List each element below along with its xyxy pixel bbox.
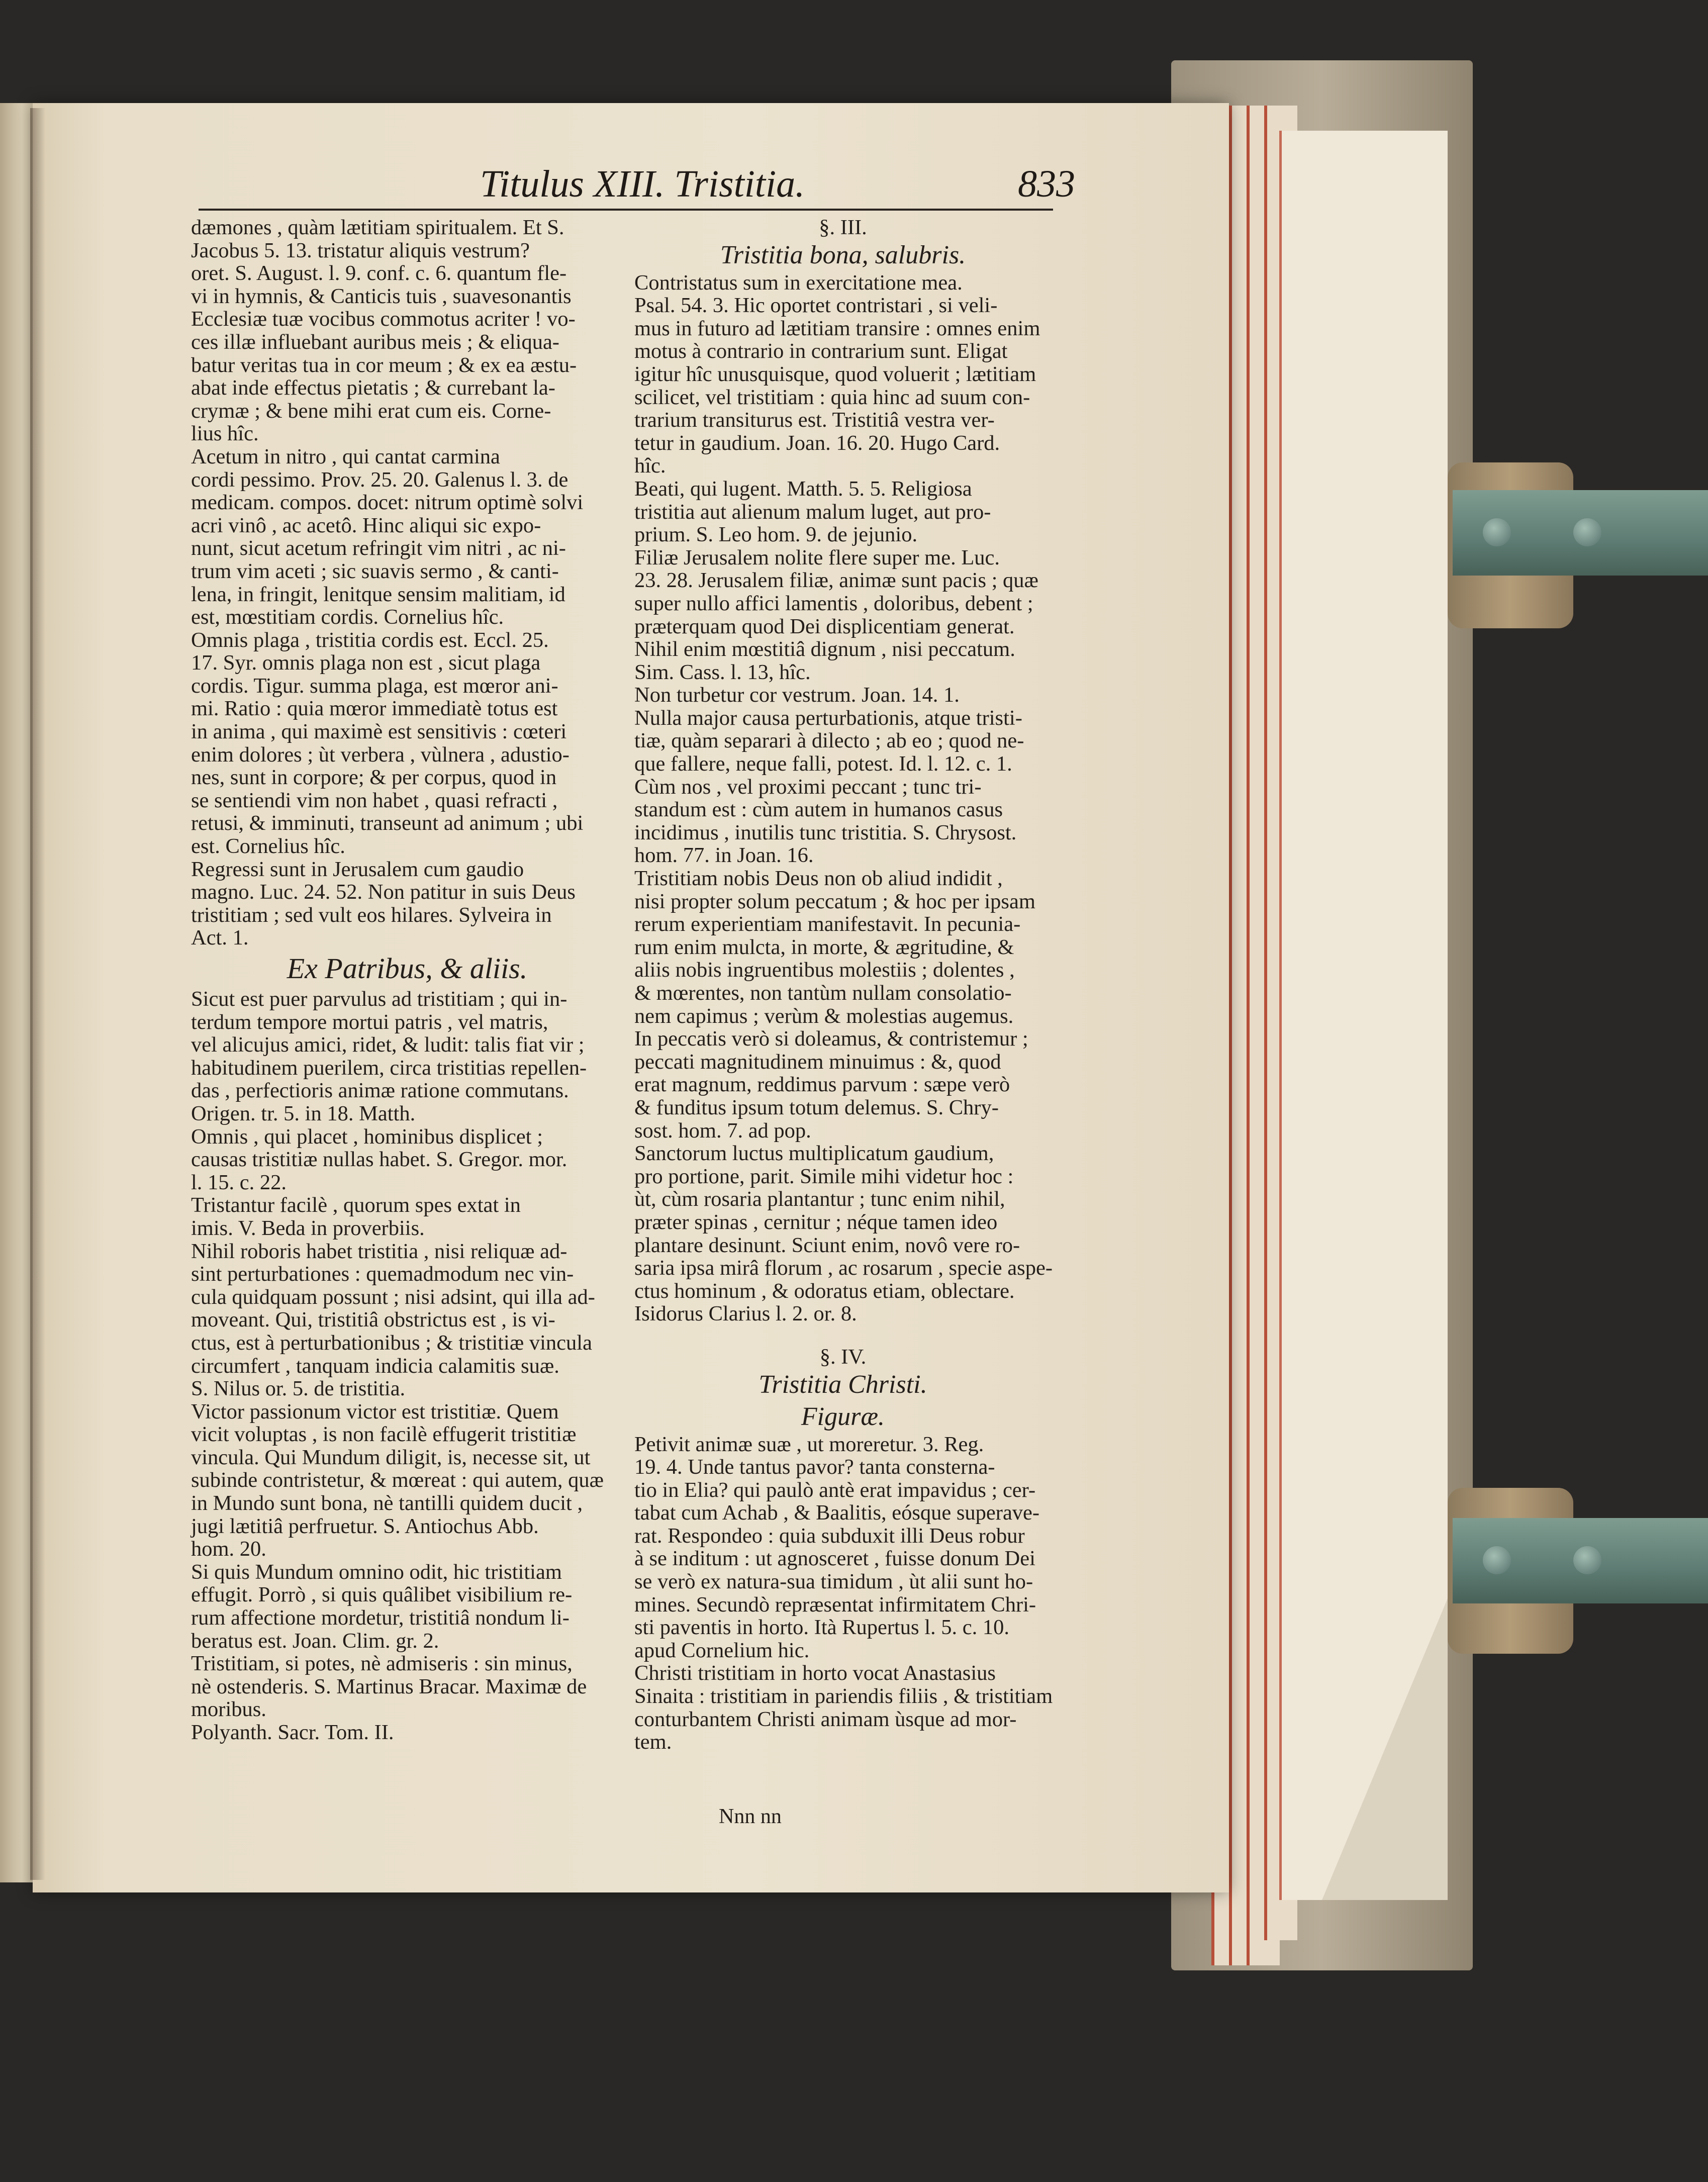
text-line: causas tristitiæ nullas habet. S. Gregor. mor.: [191, 1148, 567, 1172]
text-line: Sim. Cass. l. 13, hîc.: [634, 660, 811, 684]
text-line: effugit. Porrò , si quis quâlibet visibilium re-: [191, 1583, 573, 1607]
text-line: magno. Luc. 24. 52. Non patitur in suis Deus: [191, 880, 576, 904]
text-line: Petivit animæ suæ , ut moreretur. 3. Reg.: [634, 1432, 984, 1456]
text-line: nes, sunt in corpore; & per corpus, quod in: [191, 766, 557, 790]
section-heading: Tristitia Christi.: [758, 1370, 927, 1399]
text-line: Si quis Mundum omnino odit, hic tristitiam: [191, 1560, 562, 1584]
text-line: acri vinô , ac acetô. Hinc aliqui sic expo-: [191, 513, 541, 537]
text-line: S. Nilus or. 5. de tristitia.: [191, 1377, 406, 1401]
text-line: prium. S. Leo hom. 9. de jejunio.: [634, 523, 918, 547]
text-line: & mœrentes, non tantùm nullam consolatio-: [634, 981, 1012, 1005]
rivet-icon: [1573, 1546, 1601, 1574]
text-line: beratus est. Joan. Clim. gr. 2.: [191, 1629, 439, 1653]
text-line: nunt, sicut acetum refringit vim nitri , ac ni-: [191, 536, 566, 560]
text-line: Sinaita : tristitiam in pariendis filiis , & tristitiam: [634, 1684, 1053, 1709]
text-line: Acetum in nitro , qui cantat carmina: [191, 444, 500, 468]
clasp-strap: [1453, 1518, 1708, 1603]
text-line: hom. 20.: [191, 1537, 266, 1561]
text-line: 17. Syr. omnis plaga non est , sicut plaga: [191, 651, 541, 675]
text-line: nem capimus ; verùm & molestias augemus.: [634, 1004, 1014, 1028]
text-line: conturbantem Christi animam ùsque ad mor-: [634, 1707, 1017, 1731]
text-line: sint perturbationes : quemadmodum nec vin-: [191, 1262, 574, 1286]
text-line: præterquam quod Dei displicentiam generat.: [634, 614, 1015, 638]
text-line: præter spinas , cernitur ; néque tamen ideo: [634, 1210, 998, 1234]
text-line: crymæ ; & bene mihi erat cum eis. Corne-: [191, 399, 551, 423]
signature-mark: Nnn nn: [719, 1805, 782, 1828]
clasp-strap: [1453, 490, 1708, 576]
text-line: 23. 28. Jerusalem filiæ, animæ sunt pacis ; quæ: [634, 568, 1038, 593]
text-line: moribus.: [191, 1697, 266, 1722]
text-line: Christi tristitiam in horto vocat Anastasius: [634, 1661, 996, 1685]
text-line: imis. V. Beda in proverbiis.: [191, 1216, 425, 1240]
text-line: Ecclesiæ tuæ vocibus commotus acriter ! vo-: [191, 307, 576, 331]
text-line: sti paventis in horto. Ità Rupertus l. 5. c. 10.: [634, 1616, 1010, 1640]
text-line: incidimus , inutilis tunc tristitia. S. Chrysost.: [634, 820, 1017, 844]
text-line: trarium transiturus est. Tristitiâ vestra ver-: [634, 408, 995, 432]
text-line: rum enim mulcta, in morte, & ægritudine, &: [634, 935, 1014, 959]
text-line: motus à contrario in contrarium sunt. Eligat: [634, 339, 1008, 363]
text-line: Isidorus Clarius l. 2. or. 8.: [634, 1302, 857, 1326]
text-line: Regressi sunt in Jerusalem cum gaudio: [191, 857, 524, 881]
text-line: Origen. tr. 5. in 18. Matth.: [191, 1101, 416, 1125]
text-line: Sicut est puer parvulus ad tristitiam ; qui in-: [191, 987, 567, 1011]
text-line: nè ostenderis. S. Martinus Bracar. Maximæ de: [191, 1674, 587, 1698]
text-line: Non turbetur cor vestrum. Joan. 14. 1.: [634, 683, 960, 707]
text-line: à se inditum : ut agnosceret , fuisse donum Dei: [634, 1547, 1035, 1571]
text-line: l. 15. c. 22.: [191, 1170, 287, 1194]
text-line: mus in futuro ad lætitiam transire : omnes enim: [634, 316, 1040, 340]
text-line: plantare desinunt. Sciunt enim, novô vere ro-: [634, 1233, 1020, 1257]
text-line: nisi propter solum peccatum ; & hoc per ipsam: [634, 889, 1035, 913]
left-column: [191, 216, 623, 1744]
header-title: Titulus XIII. Tristitia.: [480, 163, 805, 205]
text-line: cordi pessimo. Prov. 25. 20. Galenus l. 3. de: [191, 467, 568, 492]
text-line: Polyanth. Sacr. Tom. II.: [191, 1721, 394, 1744]
text-line: vi in hymnis, & Canticis tuis , suavesonantis: [191, 284, 572, 308]
text-line: in Mundo sunt bona, nè tantilli quidem ducit ,: [191, 1491, 583, 1515]
text-line: Filiæ Jerusalem nolite flere super me. Luc.: [634, 545, 1000, 570]
folded-leaf: [1279, 131, 1448, 1900]
text-line: tristitiam ; sed vult eos hilares. Sylveira in: [191, 903, 552, 927]
text-line: est, mœstitiam cordis. Cornelius hîc.: [191, 605, 504, 629]
text-line: Contristatus sum in exercitatione mea.: [634, 270, 963, 295]
text-line: abat inde effectus pietatis ; & currebant la-: [191, 376, 555, 400]
text-line: se sentiendi vim non habet , quasi refracti ,: [191, 788, 558, 812]
text-line: jugi lætitiâ perfruetur. S. Antiochus Abb.: [191, 1514, 539, 1538]
text-line: cula quidquam possunt ; nisi adsint, qui illa ad-: [191, 1285, 595, 1309]
text-line: 19. 4. Unde tantus pavor? tanta consterna-: [634, 1455, 995, 1479]
text-line: apud Cornelium hic.: [634, 1638, 810, 1662]
text-line: batur veritas tua in cor meum ; & ex ea æstu-: [191, 353, 577, 377]
text-line: moveant. Qui, tristitiâ obstrictus est , is vi-: [191, 1308, 555, 1332]
text-line: Cùm nos , vel proximi peccant ; tunc tri-: [634, 775, 982, 799]
text-line: ctus hominum , & odoratus etiam, oblectare.: [634, 1279, 1015, 1303]
text-line: Victor passionum victor est tristitiæ. Quem: [191, 1399, 559, 1424]
text-line: tetur in gaudium. Joan. 16. 20. Hugo Card.: [634, 431, 1000, 455]
text-line: Tristantur facilè , quorum spes extat in: [191, 1193, 521, 1217]
text-line: est. Cornelius hîc.: [191, 834, 345, 859]
text-line: scilicet, vel tristitiam : quia hinc ad suum con-: [634, 385, 1030, 409]
text-line: Omnis plaga , tristitia cordis est. Eccl. 25.: [191, 628, 549, 652]
text-line: Nulla major causa perturbationis, atque tristi-: [634, 706, 1022, 730]
text-line: aliis nobis ingruentibus molestiis ; dolentes ,: [634, 958, 1015, 982]
text-line: super nullo affici lamentis , doloribus, debent ;: [634, 591, 1033, 615]
text-line: retusi, & imminuti, transeunt ad animum ; ubi: [191, 811, 584, 835]
text-line: tristitia aut alienum malum luget, aut pro-: [634, 500, 991, 524]
text-line: Tristitiam, si potes, nè admiseris : sin minus,: [191, 1652, 573, 1676]
text-line: In peccatis verò si doleamus, & contristemur ;: [634, 1027, 1028, 1051]
text-line: lena, in fringit, lenitque sensim malitiam, id: [191, 582, 565, 606]
text-line: vicit voluptas , is non facilè effugerit tristitiæ: [191, 1422, 577, 1447]
text-line: mines. Secundò repræsentat infirmitatem Chri-: [634, 1592, 1036, 1617]
text-line: trum vim aceti ; sic suavis sermo , & canti-: [191, 559, 559, 583]
text-line: das , perfectioris animæ ratione commutans.: [191, 1079, 569, 1103]
text-line: peccati magnitudinem minuimus : &, quod: [634, 1050, 1001, 1074]
text-line: in anima , qui maximè est sensitivis : cœteri: [191, 720, 567, 744]
gutter-shadow: [30, 108, 45, 1880]
text-line: mi. Ratio : quia mœror immediatè totus est: [191, 697, 558, 721]
section-heading: Ex Patribus, & aliis.: [287, 952, 528, 985]
page-number: 833: [1018, 163, 1075, 205]
text-line: hom. 77. in Joan. 16.: [634, 843, 814, 868]
text-line: pro portione, parit. Simile mihi videtur hoc :: [634, 1164, 1014, 1188]
text-line: tabat cum Achab , & Baalitis, eósque superave-: [634, 1501, 1040, 1525]
text-line: rat. Respondeo : quia subduxit illi Deus robur: [634, 1524, 1025, 1548]
text-line: subinde contristetur, & mœreat : qui autem, quæ: [191, 1468, 604, 1492]
text-line: rum affectione mordetur, tristitiâ nondum li-: [191, 1606, 570, 1630]
text-line: Nihil roboris habet tristitia , nisi reliquæ ad-: [191, 1239, 567, 1263]
text-line: terdum tempore mortui patris , vel matris,: [191, 1010, 548, 1034]
section-number: §. III.: [819, 216, 867, 239]
text-line: dæmones , quàm lætitiam spiritualem. Et S.: [191, 216, 564, 239]
text-line: igitur hîc unusquisque, quod voluerit ; lætitiam: [634, 362, 1036, 386]
text-line: medicam. compos. docet: nitrum optimè solvi: [191, 491, 584, 515]
text-line: & funditus ipsum totum delemus. S. Chry-: [634, 1095, 999, 1119]
text-line: Jacobus 5. 13. tristatur aliquis vestrum?: [191, 238, 530, 262]
text-line: hîc.: [634, 454, 666, 478]
text-line: erat magnum, reddimus parvum : sæpe verò: [634, 1073, 1010, 1097]
text-line: ùt, cùm rosaria plantantur ; tunc enim nihil,: [634, 1187, 1005, 1211]
section-heading: Tristitia bona, salubris.: [720, 240, 966, 269]
text-line: tem.: [634, 1730, 672, 1754]
text-line: circumfert , tanquam indicia calamitis suæ.: [191, 1354, 559, 1378]
text-line: standum est : cùm autem in humanos casus: [634, 798, 1003, 822]
text-line: rerum experientiam manifestavit. In pecunia-: [634, 912, 1021, 936]
text-line: Psal. 54. 3. Hic oportet contristari , si veli-: [634, 294, 998, 318]
text-line: Tristitiam nobis Deus non ob aliud indidit ,: [634, 867, 1003, 891]
text-line: tiæ, quàm separari à dilecto ; ab eo ; quod ne-: [634, 729, 1024, 753]
text-line: que fallere, neque falli, potest. Id. l. 12. c. 1.: [634, 752, 1012, 776]
text-line: sost. hom. 7. ad pop.: [634, 1118, 811, 1143]
running-header: [199, 158, 1075, 211]
text-line: enim dolores ; ùt verbera , vùlnera , adustio-: [191, 742, 570, 767]
right-column: [634, 216, 1052, 1754]
text-line: oret. S. August. l. 9. conf. c. 6. quantum fle-: [191, 261, 567, 286]
section-subheading: Figuræ.: [801, 1402, 885, 1431]
text-line: saria ipsa mirâ florum , ac rosarum , specie aspe-: [634, 1256, 1053, 1280]
text-line: se verò ex natura-sua timidum , ùt alii sunt ho-: [634, 1570, 1033, 1594]
text-line: lius hîc.: [191, 422, 259, 446]
rivet-icon: [1483, 1546, 1511, 1574]
text-line: vel alicujus amici, ridet, & ludit: talis fiat vir ;: [191, 1033, 585, 1057]
text-line: Act. 1.: [191, 926, 249, 950]
text-line: Sanctorum luctus multiplicatum gaudium,: [634, 1142, 994, 1166]
rivet-icon: [1573, 518, 1601, 546]
text-line: cordis. Tigur. summa plaga, est mœror ani-: [191, 674, 558, 698]
section-number: §. IV.: [819, 1345, 867, 1369]
rivet-icon: [1483, 518, 1511, 546]
text-line: tio in Elia? qui paulò antè erat impavidus ; cer-: [634, 1478, 1036, 1502]
text-line: Nihil enim mœstitiâ dignum , nisi peccatum.: [634, 637, 1015, 661]
text-line: habitudinem puerilem, circa tristitias repellen-: [191, 1056, 587, 1080]
text-line: ces illæ influebant auribus meis ; & eliqua-: [191, 330, 559, 354]
text-line: vincula. Qui Mundum diligit, is, necesse sit, ut: [191, 1445, 591, 1469]
text-line: Omnis , qui placet , hominibus displicet ;: [191, 1124, 543, 1149]
text-line: ctus, est à perturbationibus ; & tristitiæ vincula: [191, 1331, 592, 1355]
text-line: Beati, qui lugent. Matth. 5. 5. Religiosa: [634, 477, 972, 501]
